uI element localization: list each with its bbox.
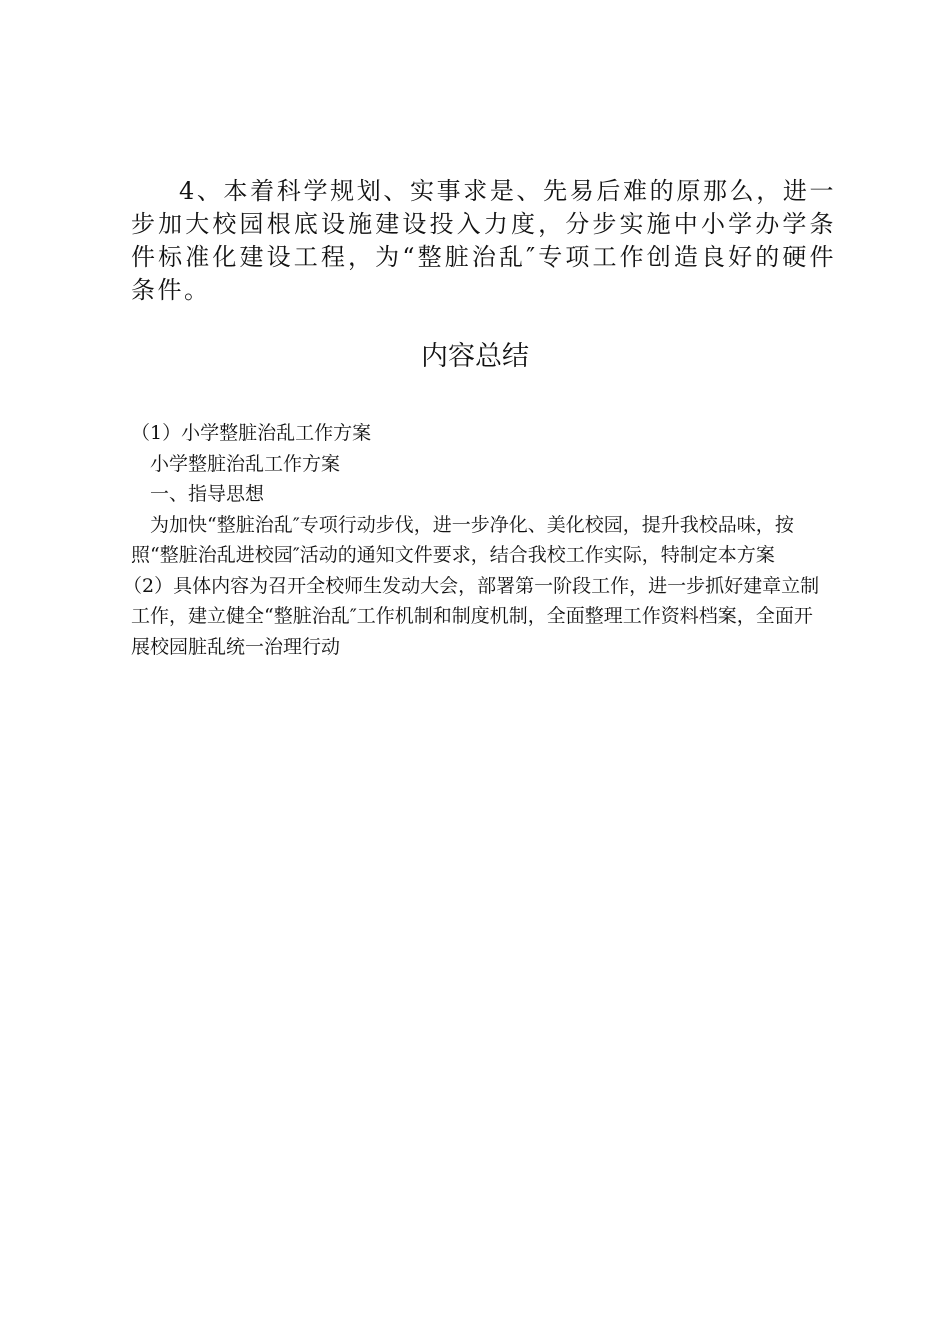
summary-heading: 内容总结 <box>421 341 529 372</box>
summary-body <box>123 418 831 662</box>
plan-title: 小学整脏治乱工作方案 <box>150 452 341 475</box>
section-heading-guiding-thought: 一、指导思想 <box>150 483 265 505</box>
summary-item-1: （1）小学整脏治乱工作方案 <box>131 422 372 444</box>
paragraph-item-4: 4、本着科学规划、实事求是、先易后难的原那么，进一步加大校园根底设施建设投入力度，分步实施中小学办学条件标准化建设工程，为“整脏治乱″专项工作创造良好的硬件条件。 <box>131 177 836 304</box>
summary-item-2: （2）具体内容为召开全校师生发动大会，部署第一阶段工作，进一步抓好建章立制工作，建立健全“整脏治乱″工作机制和制度机制，全面整理工作资料档案，全面开展校园脏乱统一治理行动 <box>123 574 820 658</box>
section-guiding-thought-text: 为加快“整脏治乱″专项行动步伐，进一步净化、美化校园，提升我校品味，按照“整脏治乱进校园″活动的通知文件要求，结合我校工作实际，特制定本方案 <box>131 513 794 566</box>
